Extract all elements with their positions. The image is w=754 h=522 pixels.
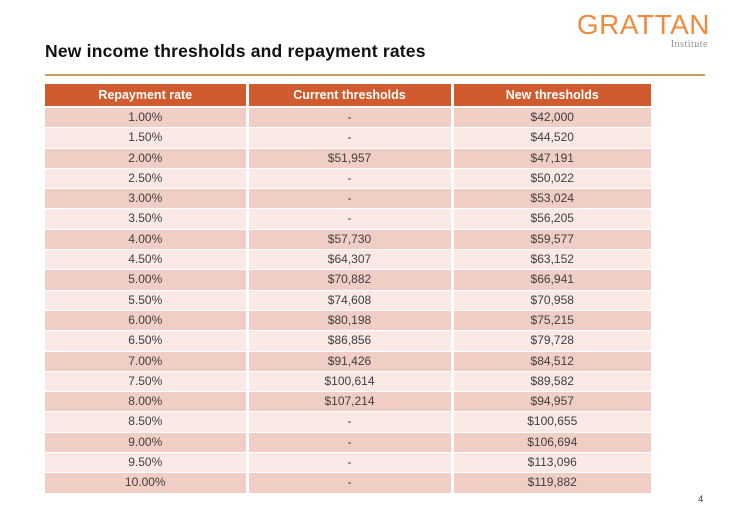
table-cell: $74,608	[247, 290, 452, 310]
table-row	[45, 473, 651, 493]
column-header-repayment-rate: Repayment rate	[45, 84, 247, 107]
table-cell: -	[247, 128, 452, 148]
table-cell: 6.50%	[45, 331, 247, 351]
table-row	[45, 148, 651, 168]
table-cell: -	[247, 209, 452, 229]
table-row	[45, 331, 651, 351]
table-cell: 1.50%	[45, 128, 247, 148]
table-cell: 7.00%	[45, 351, 247, 371]
table-cell: $113,096	[452, 453, 651, 473]
table-cell: $64,307	[247, 250, 452, 270]
table-row	[45, 229, 651, 249]
table-cell: -	[247, 473, 452, 493]
table-cell: -	[247, 107, 452, 128]
table-cell: 10.00%	[45, 473, 247, 493]
table-cell: $100,655	[452, 412, 651, 432]
table-row	[45, 453, 651, 473]
table-cell: $47,191	[452, 148, 651, 168]
table-cell: 9.50%	[45, 453, 247, 473]
table-cell: $75,215	[452, 310, 651, 330]
table-cell: $106,694	[452, 432, 651, 452]
table-row	[45, 128, 651, 148]
table-cell: 4.00%	[45, 229, 247, 249]
table-cell: $53,024	[452, 189, 651, 209]
page-number: 4	[698, 494, 704, 505]
table-cell: 8.00%	[45, 392, 247, 412]
table-cell: $44,520	[452, 128, 651, 148]
table-cell: $89,582	[452, 371, 651, 391]
table-cell: $84,512	[452, 351, 651, 371]
table-row	[45, 290, 651, 310]
table-header	[45, 84, 651, 107]
column-header-new-thresholds: New thresholds	[452, 84, 651, 107]
table-row	[45, 250, 651, 270]
table-cell: -	[247, 432, 452, 452]
table-cell: 2.00%	[45, 148, 247, 168]
table-cell: 9.00%	[45, 432, 247, 452]
page-title: New income thresholds and repayment rates	[45, 41, 426, 61]
table-cell: 8.50%	[45, 412, 247, 432]
table-row	[45, 189, 651, 209]
table-cell: 2.50%	[45, 168, 247, 188]
column-header-current-thresholds: Current thresholds	[247, 84, 452, 107]
table-cell: $66,941	[452, 270, 651, 290]
table-cell: $100,614	[247, 371, 452, 391]
table-cell: $59,577	[452, 229, 651, 249]
grattan-logo	[577, 11, 710, 50]
table-cell: $107,214	[247, 392, 452, 412]
table-row	[45, 168, 651, 188]
table-row	[45, 412, 651, 432]
table-cell: $70,958	[452, 290, 651, 310]
table-cell: $119,882	[452, 473, 651, 493]
table-row	[45, 351, 651, 371]
table-cell: 7.50%	[45, 371, 247, 391]
table-row	[45, 310, 651, 330]
table-row	[45, 107, 651, 128]
table-row	[45, 209, 651, 229]
table-cell: -	[247, 168, 452, 188]
table-cell: 1.00%	[45, 107, 247, 128]
table-cell: 5.00%	[45, 270, 247, 290]
grattan-logo-wordmark: GRATTAN	[576, 9, 710, 40]
table-cell: $70,882	[247, 270, 452, 290]
table-row	[45, 392, 651, 412]
table-row	[45, 270, 651, 290]
table-cell: $79,728	[452, 331, 651, 351]
table-row	[45, 371, 651, 391]
table-cell: $42,000	[452, 107, 651, 128]
thresholds-table	[45, 84, 651, 494]
table-cell: 5.50%	[45, 290, 247, 310]
table-cell: $94,957	[452, 392, 651, 412]
table-cell: -	[247, 453, 452, 473]
table-cell: $56,205	[452, 209, 651, 229]
table-cell: $80,198	[247, 310, 452, 330]
table-cell: $50,022	[452, 168, 651, 188]
table-cell: -	[247, 189, 452, 209]
table-cell: $51,957	[247, 148, 452, 168]
table-cell: 3.00%	[45, 189, 247, 209]
title-underline	[45, 74, 705, 76]
table-cell: $91,426	[247, 351, 452, 371]
table-cell: $57,730	[247, 229, 452, 249]
table-header-row	[45, 84, 651, 107]
table-body	[45, 107, 651, 493]
table-cell: -	[247, 412, 452, 432]
table-cell: 3.50%	[45, 209, 247, 229]
table-cell: 4.50%	[45, 250, 247, 270]
grattan-logo-subtitle: Institute	[670, 39, 708, 50]
table-row	[45, 432, 651, 452]
table-cell: $86,856	[247, 331, 452, 351]
table-cell: $63,152	[452, 250, 651, 270]
table-cell: 6.00%	[45, 310, 247, 330]
